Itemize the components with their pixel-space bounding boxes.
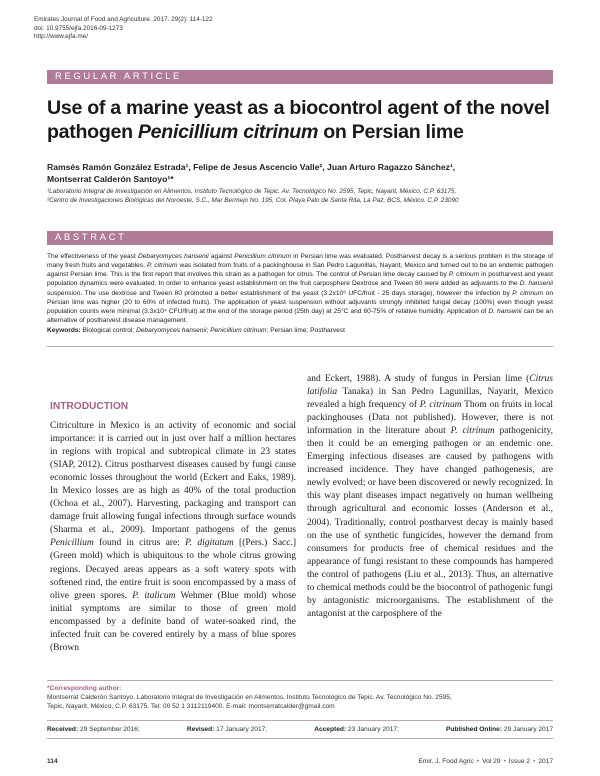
dates-divider-top [47,720,553,721]
abstract-divider [47,346,553,347]
dates-divider-bottom [47,738,553,739]
abstract-text: The effectiveness of the yeast Debaryomyces hansenii against Penicillium citrinum in Persian lime was evaluated. Postharvest decay is a serious problem in the storage of many fresh fruits and vegetables. P. citrinum was isolated from fruits of a packinghouse in San Pedro Lagunillas, Nayarit, Mexico and turned out to be an endemic pathogen against Persian lime. This is the first report that involves this strain as a pathogen for citrus. The control of Persian lime decay caused by P. citrinum in postharvest and yeast population dynamics were evaluated. In order to enhance yeast establishment on the fruit carposphere Dextrose and Tween 80 were added as adjuvants to the D. hansenii suspension. The use dextrose and Tween 80 promoted a better establishment of the yeast (3.2x10⁶ UFC/fruit - 25 days storage), however the infection by P. citrinum on Persian lime was higher (20 to 60% of infected fruits). The application of yeast suspension without adjuvants strongly inhibited fungal decay (100%) even though yeast population counts were minimal (3.3x10⁴ CFU/fruit) at the end of the storage period (25th day) at 25°C and 60-75% of relative humidity. Application of D. hansenii can be an alternative of postharvest disease management. [47,253,554,325]
title-species: Penicillium citrinum [137,121,319,143]
footnote-divider [47,680,553,681]
corresponding-label: *Corresponding author: [47,685,122,692]
page-number: 114 [47,758,58,765]
body-column-right: and Eckert, 1988). A study of fungus in Persian lime (Citrus latifolia Tanaka) in San Pedro Lagunillas, Nayarit, Mexico revealed a high frequency of P. citrinum Thom on fruits in local packinghouses (Data not published). However, there is not information in the literature about P. citrinum pathogenicity, then it could be an emerging pathogen or an endemic one. Emerging infectious diseases are caused by pathogens with increased incidence. They have changed pathogenesis, are newly evolved; or have been discovered or newly recognized. In this way plant diseases impact negatively on human wellbeing through agricultural and economic losses (Anderson et al., 2004). Traditionally, control postharvest decay is mainly based on the use of synthetic fungicides, however the demand from consumers for products free of chemical residues and the appearance of fungi resistant to these compounds has hampered the control of pathogens (Liu et al., 2013). Thus, an alternative to chemical methods could be the biocontrol of pathogenic fungi by antagonistic microorganisms. The establishment of the antagonist at the carposphere of the [307,374,553,619]
received-date: Received: 29 September 2016; [47,726,140,733]
affiliation-1: ¹Laboratorio Integral de Investigación en Alimentos, Instituto Tecnológico de Tepic. Av. Tecnológico No. 2595, Tepic, Nayarit, México, C.P. 63175, [47,188,457,195]
section-label-banner [47,70,553,84]
article-title: Use of a marine yeast as a biocontrol agent of the novel pathogen Penicillium citrinum on Persian lime [47,97,550,143]
abstract-label: ABSTRACT [55,232,127,243]
abstract-banner [47,231,553,245]
journal-header [34,16,213,42]
footer-journal-info: Emir. J. Food Agric • Vol 29 • Issue 2 • 2017 [418,758,553,765]
corresponding-author: *Corresponding author: Montserrat Calderón Santoyo, Laboratorio Integral de Investigación en Alimentos, Instituto Tecnológico de Tepic. Av. Tecnológico No. 2595, Tepic, Nayarit, México, C.P. 63175. Tel: 00 52 1 3112119400. E-mail: montserratcalder@gmail.com [47,684,553,711]
author-list: Ramsés Ramón González Estrada¹, Felipe de Jesus Ascencio Valle², Juan Arturo Ragazzo Sánchez¹, Montserrat Calderón Santoyo¹* [47,162,456,184]
doi[interactable]: doi: 10.9755/ejfa.2016-09-1273 [34,24,123,32]
body-column-left: Citriculture in Mexico is an activity of economic and social importance: it is carried out in just over half a million hectares in regions with tropical and subtropical climate in 23 states (SIAP, 2012). Citrus postharvest diseases caused by fungi cause economic losses throughout the world (Eckert and Eaks, 1989). In Mexico losses are as high as 40% of the total production (Ochoa et al., 2007). Harvesting, packaging and transport can damage fruit allowing fungal infections through surface wounds (Sharma et al., 2009). Important pathogens of the genus Penicillium found in citrus are: P. digitatum [(Pers.) Sacc.] (Green mold) which is ubiquitous to the whole citrus growing regions. Decayed areas appears as a soft watery spots with softened rind, the entire fruit is soon encompassed by a mass of olive green spores. P. italicum Wehmer (Blue mold) whose initial symptoms are similar to those of green mold encompassed by a definite band of water-soaked rind, the infected fruit can be covered entirely by a mass of blue spores (Brown [50,421,297,653]
journal-url[interactable]: http://www.ejfa.me/ [34,33,88,41]
accepted-date: Accepted: 23 January 2017; [314,726,399,733]
article-dates [47,726,553,733]
keywords: Keywords: Biological control; Debaryomyces hansenii; Penicillium citrinum; Persian lime; Postharvest [47,327,345,334]
affiliations [47,188,553,205]
affiliation-2: ²Centro de Investigaciones Biológicas del Noroeste, S.C., Mar Bermejo No. 195, Col. Playa Palo de Santa Rita, La Paz, BCS, México. C.P. 23090 [47,196,459,204]
journal-citation: Emirates Journal of Food and Agriculture. 2017. 29(2): 114-122 [34,16,213,23]
introduction-heading: INTRODUCTION [50,401,129,412]
published-date: Published Online: 29 January 2017 [445,726,553,733]
section-label: REGULAR ARTICLE [55,71,182,82]
keywords-label: Keywords: [47,327,81,334]
revised-date: Revised: 17 January 2017; [186,726,268,733]
